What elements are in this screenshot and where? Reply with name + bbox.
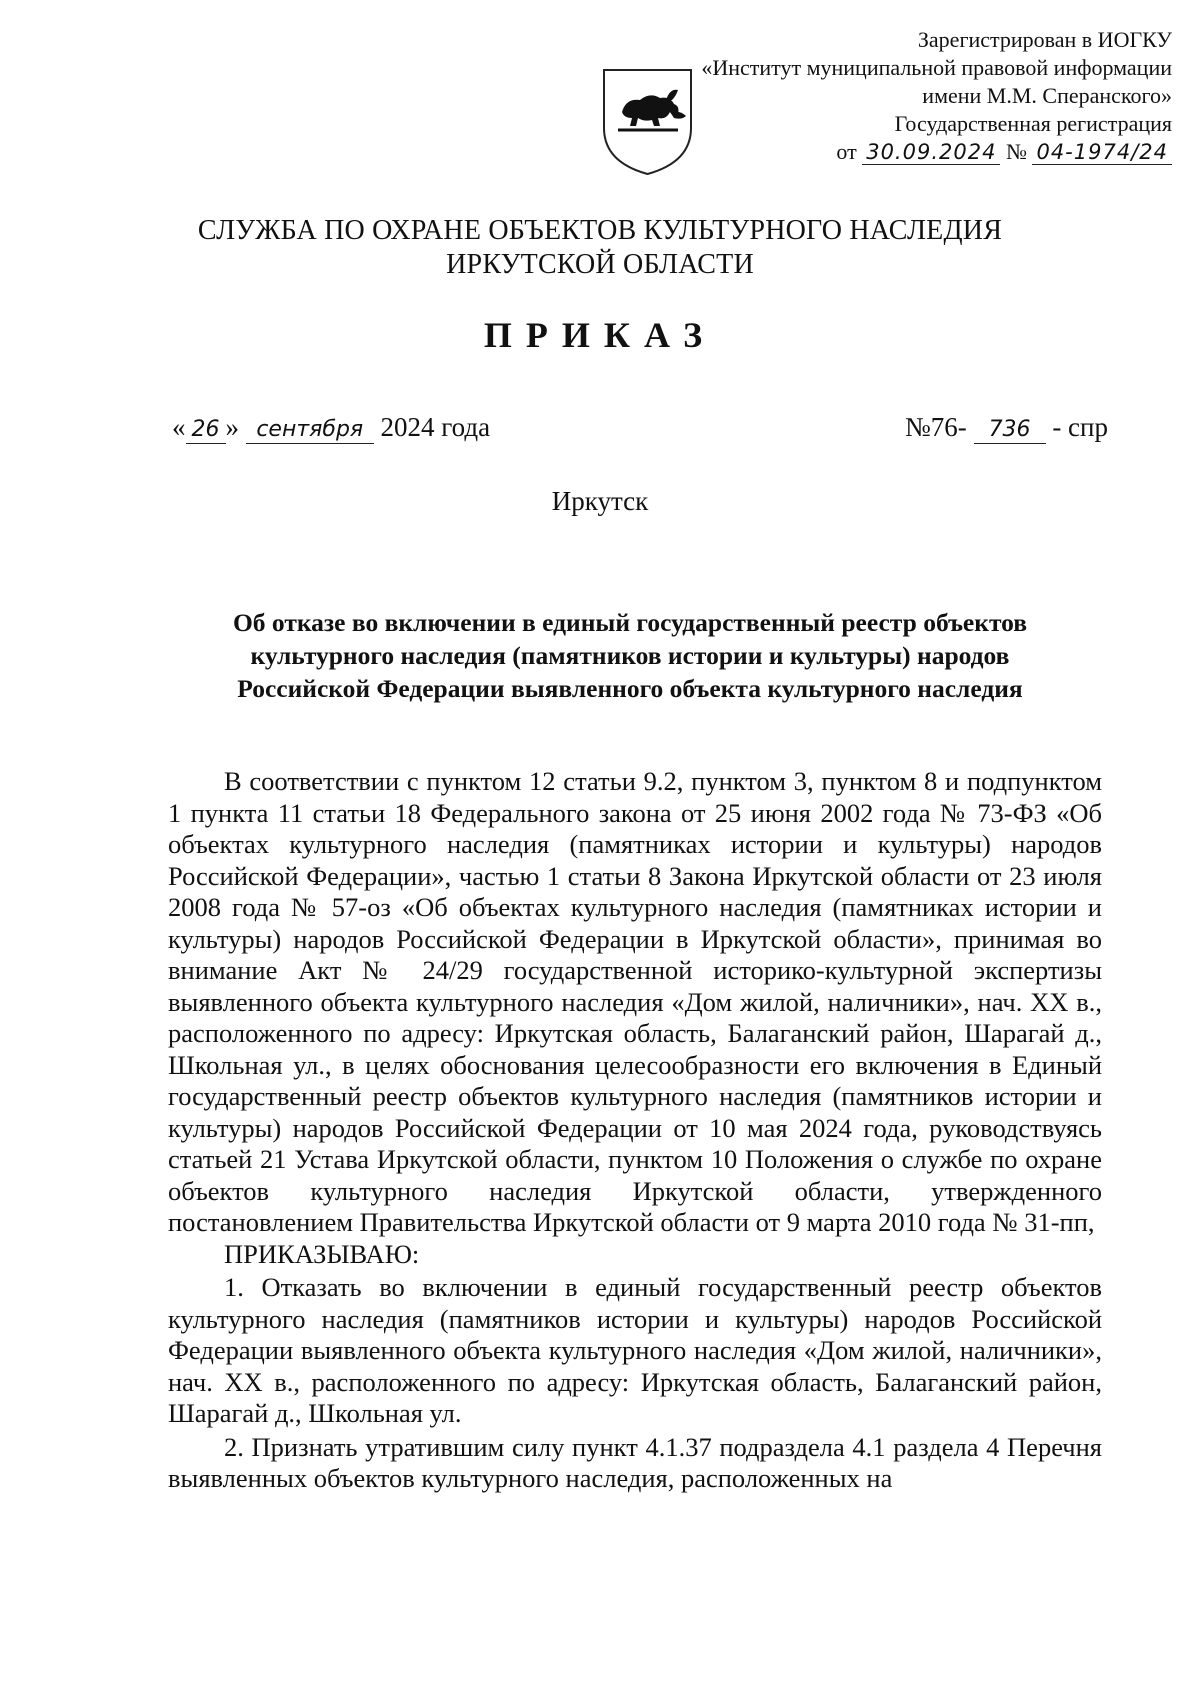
- document-body: [168, 766, 1102, 1495]
- title-line-1: Об отказе во включении в единый государственный реестр объектов: [232, 608, 1028, 637]
- city: Иркутск: [551, 486, 649, 516]
- registration-line-3: имени М.М. Сперанского»: [922, 83, 1172, 108]
- title-line-3: Российской Федерации выявленного объекта культурного наследия: [237, 674, 1023, 703]
- document-title: [160, 606, 1100, 705]
- date-year: 2024 года: [380, 412, 491, 442]
- date-day: 26: [186, 417, 226, 444]
- agency-line-1: СЛУЖБА ПО ОХРАНЕ ОБЪЕКТОВ КУЛЬТУРНОГО НАСЛЕДИЯ: [197, 215, 1003, 246]
- registration-line-1: Зарегистрирован в ИОГКУ: [917, 27, 1172, 52]
- registration-line-4: Государственная регистрация: [894, 111, 1172, 136]
- document-date: [172, 412, 490, 444]
- order-item-2: 2. Признать утратившим силу пункт 4.1.37 подраздела 4.1 раздела 4 Перечня выявленных объектов культурного наследия, расположенных на: [168, 1431, 1102, 1493]
- document-type: ПРИКАЗ: [483, 315, 717, 355]
- agency-line-2: ИРКУТСКОЙ ОБЛАСТИ: [446, 249, 754, 280]
- number-suffix: - спр: [1052, 412, 1108, 442]
- number-prefix: №76-: [905, 412, 967, 442]
- document-number: [905, 412, 1108, 444]
- registration-number-label: №: [1005, 139, 1027, 164]
- date-month: сентября: [246, 417, 374, 444]
- registration-date-number: [612, 138, 1172, 166]
- order-item-1: 1. Отказать во включении в единый государственный реестр объектов культурного наследия (памятников истории и культуры) народов Российской Федерации выявленного объекта культурного наследия «Дом жилой, наличники», нач. XX в., расположенного по адресу: Иркутская область, Балаганский район, Шарагай д., Школьная ул.: [168, 1272, 1102, 1428]
- order-word: ПРИКАЗЫВАЮ:: [224, 1238, 420, 1269]
- registration-stamp: [612, 26, 1172, 166]
- agency-name: [0, 214, 1200, 282]
- registration-from-label: от: [836, 139, 857, 164]
- date-open-quote: «: [172, 412, 186, 442]
- date-close-quote: »: [225, 412, 239, 442]
- registration-number: 04-1974/24: [1032, 140, 1172, 165]
- registration-line-2: «Институт муниципальной правовой информации: [701, 55, 1172, 80]
- title-line-2: культурного наследия (памятников истории и культуры) народов: [250, 641, 1010, 670]
- preamble-paragraph: В соответствии с пунктом 12 статьи 9.2, пунктом 3, пунктом 8 и подпунктом 1 пункта 11 статьи 18 Федерального закона от 25 июня 2002 года № 73-ФЗ «Об объектах культурного наследия (памятниках истории и культуры) народов Российской Федерации», частью 1 статьи 8 Закона Иркутской области от 23 июля 2008 года № 57-оз «Об объектах культурного наследия (памятниках истории и культуры) народов Российской Федерации в Иркутской области», принимая во внимание Акт № 24/29 государственной историко-культурной экспертизы выявленного объекта культурного наследия «Дом жилой, наличники», нач. XX в., расположенного по адресу: Иркутская область, Балаганский район, Шарагай д., Школьная ул., в целях обоснования целесообразности его включения в Единый государственный реестр объектов культурного наследия (памятников истории и культуры) народов Российской Федерации от 10 мая 2024 года, руководствуясь статьей 21 Устава Иркутской области, пунктом 10 Положения о службе по охране объектов культурного наследия Иркутской области, утвержденного постановлением Правительства Иркутской области от 9 марта 2010 года № 31-пп,: [168, 766, 1102, 1237]
- registration-date: 30.09.2024: [862, 140, 1000, 165]
- number-handwritten: 736: [974, 417, 1046, 444]
